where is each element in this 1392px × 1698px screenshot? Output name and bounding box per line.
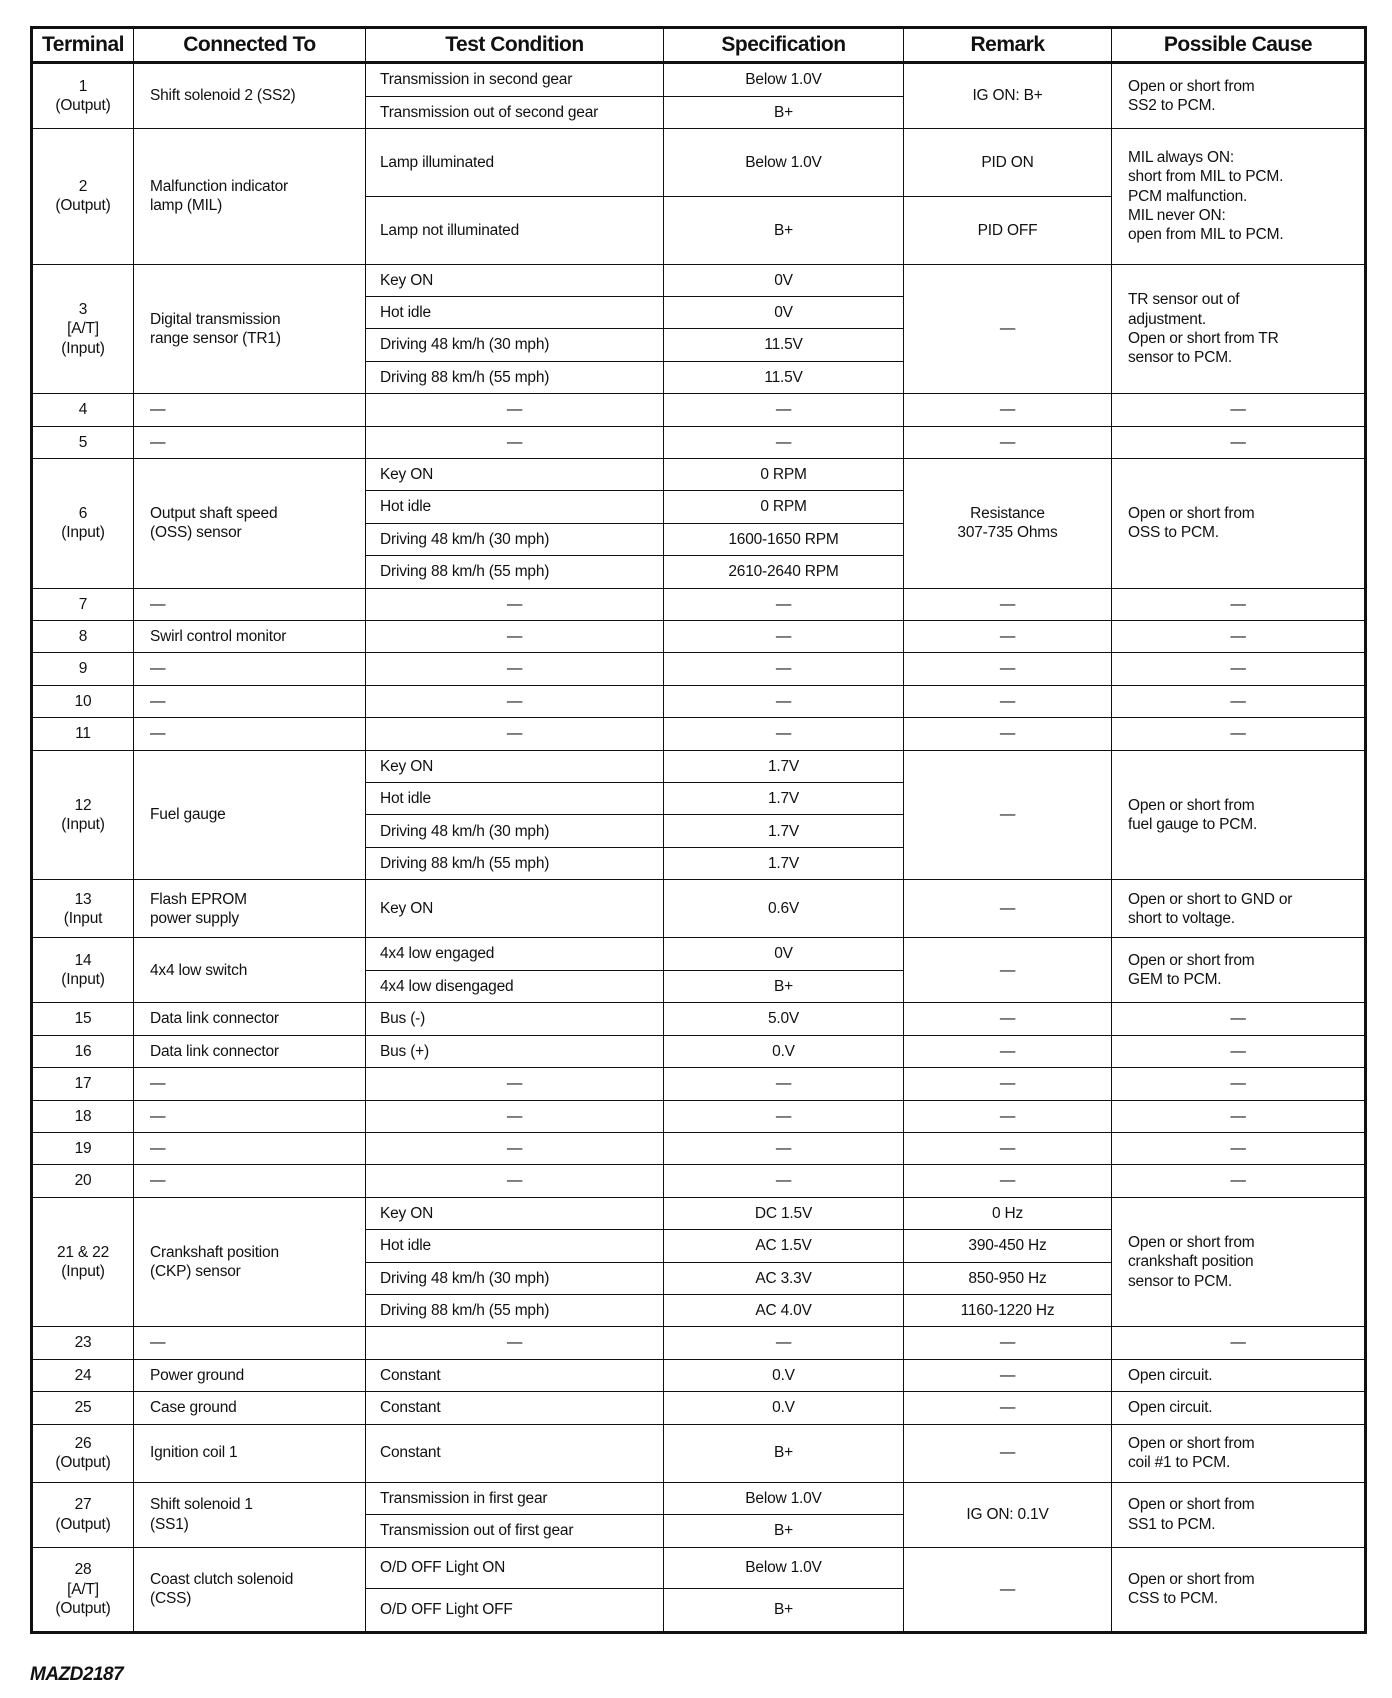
specification-cell: —: [664, 1165, 904, 1197]
specification-cell: Below 1.0V: [664, 129, 904, 197]
table-row: [32, 1132, 1366, 1164]
terminal-cell: 21 & 22 (Input): [32, 1197, 134, 1327]
connected-to-cell: —: [134, 588, 366, 620]
specification-cell: —: [664, 685, 904, 717]
terminal-cell: 11: [32, 718, 134, 750]
terminal-cell: 15: [32, 1003, 134, 1035]
specification-cell: 0V: [664, 296, 904, 328]
test-condition-cell: Key ON: [366, 750, 664, 782]
possible-cause-cell: —: [1112, 685, 1366, 717]
connected-to-cell: 4x4 low switch: [134, 938, 366, 1003]
specification-cell: 0.V: [664, 1359, 904, 1391]
specification-cell: 1.7V: [664, 750, 904, 782]
remark-cell: —: [904, 1424, 1112, 1482]
terminal-cell: 28 [A/T] (Output): [32, 1547, 134, 1632]
table-row: [32, 685, 1366, 717]
table-row: [32, 1003, 1366, 1035]
test-condition-cell: Driving 88 km/h (55 mph): [366, 1294, 664, 1326]
possible-cause-cell: —: [1112, 718, 1366, 750]
possible-cause-cell: Open or short from crankshaft position sensor to PCM.: [1112, 1197, 1366, 1327]
table-row: [32, 750, 1366, 782]
test-condition-cell: Transmission in first gear: [366, 1482, 664, 1514]
table-row: [32, 63, 1366, 97]
table-row: [32, 1068, 1366, 1100]
terminal-cell: 20: [32, 1165, 134, 1197]
specification-cell: —: [664, 1132, 904, 1164]
test-condition-cell: Hot idle: [366, 491, 664, 523]
specification-cell: Below 1.0V: [664, 63, 904, 97]
test-condition-cell: Bus (-): [366, 1003, 664, 1035]
test-condition-cell: —: [366, 685, 664, 717]
possible-cause-cell: Open or short from GEM to PCM.: [1112, 938, 1366, 1003]
table-row: [32, 1327, 1366, 1359]
possible-cause-cell: —: [1112, 1035, 1366, 1067]
connected-to-cell: —: [134, 1068, 366, 1100]
specification-cell: 11.5V: [664, 361, 904, 393]
possible-cause-cell: TR sensor out of adjustment. Open or short from TR sensor to PCM.: [1112, 264, 1366, 394]
specification-cell: 2610-2640 RPM: [664, 556, 904, 588]
table-row: [32, 1547, 1366, 1589]
header-row: [32, 28, 1366, 63]
connected-to-cell: Case ground: [134, 1392, 366, 1424]
terminal-cell: 17: [32, 1068, 134, 1100]
connected-to-cell: —: [134, 1100, 366, 1132]
connected-to-cell: Shift solenoid 1 (SS1): [134, 1482, 366, 1547]
remark-cell: —: [904, 264, 1112, 394]
test-condition-cell: Key ON: [366, 880, 664, 938]
connected-to-cell: Flash EPROM power supply: [134, 880, 366, 938]
specification-cell: —: [664, 621, 904, 653]
test-condition-cell: Driving 88 km/h (55 mph): [366, 847, 664, 879]
remark-cell: PID OFF: [904, 196, 1112, 264]
specification-cell: B+: [664, 970, 904, 1002]
connected-to-cell: Data link connector: [134, 1003, 366, 1035]
terminal-cell: 5: [32, 426, 134, 458]
test-condition-cell: —: [366, 1068, 664, 1100]
table-row: [32, 621, 1366, 653]
specification-cell: 1.7V: [664, 815, 904, 847]
possible-cause-cell: Open or short from fuel gauge to PCM.: [1112, 750, 1366, 880]
connected-to-cell: —: [134, 394, 366, 426]
table-row: [32, 129, 1366, 197]
test-condition-cell: —: [366, 1100, 664, 1132]
test-condition-cell: 4x4 low disengaged: [366, 970, 664, 1002]
specification-cell: Below 1.0V: [664, 1482, 904, 1514]
specification-cell: —: [664, 588, 904, 620]
specification-cell: Below 1.0V: [664, 1547, 904, 1589]
possible-cause-cell: —: [1112, 1132, 1366, 1164]
connected-to-cell: Digital transmission range sensor (TR1): [134, 264, 366, 394]
specification-cell: 0 RPM: [664, 459, 904, 491]
table-row: [32, 1035, 1366, 1067]
test-condition-cell: —: [366, 1327, 664, 1359]
test-condition-cell: Transmission out of first gear: [366, 1515, 664, 1547]
specification-cell: 0 RPM: [664, 491, 904, 523]
header-remark: Remark: [904, 28, 1112, 63]
specification-cell: AC 3.3V: [664, 1262, 904, 1294]
possible-cause-cell: —: [1112, 588, 1366, 620]
terminal-cell: 26 (Output): [32, 1424, 134, 1482]
remark-cell: —: [904, 653, 1112, 685]
possible-cause-cell: —: [1112, 1068, 1366, 1100]
figure-id: MAZD2187: [30, 1664, 124, 1685]
table-row: [32, 1100, 1366, 1132]
remark-cell: Resistance 307-735 Ohms: [904, 459, 1112, 589]
test-condition-cell: Lamp not illuminated: [366, 196, 664, 264]
remark-cell: —: [904, 718, 1112, 750]
header-connected-to: Connected To: [134, 28, 366, 63]
terminal-cell: 6 (Input): [32, 459, 134, 589]
possible-cause-cell: Open or short from CSS to PCM.: [1112, 1547, 1366, 1632]
specification-cell: 0V: [664, 264, 904, 296]
specification-cell: 0V: [664, 938, 904, 970]
remark-cell: —: [904, 880, 1112, 938]
terminal-cell: 19: [32, 1132, 134, 1164]
connected-to-cell: —: [134, 1165, 366, 1197]
specification-cell: 0.V: [664, 1035, 904, 1067]
specification-cell: —: [664, 1327, 904, 1359]
specification-cell: 11.5V: [664, 329, 904, 361]
specification-cell: B+: [664, 96, 904, 128]
header-test-condition: Test Condition: [366, 28, 664, 63]
table-body: [32, 63, 1366, 1633]
table-row: [32, 1165, 1366, 1197]
specification-cell: —: [664, 426, 904, 458]
terminal-cell: 27 (Output): [32, 1482, 134, 1547]
table-row: [32, 1482, 1366, 1514]
connected-to-cell: —: [134, 718, 366, 750]
test-condition-cell: Hot idle: [366, 1230, 664, 1262]
specification-cell: —: [664, 1068, 904, 1100]
possible-cause-cell: MIL always ON: short from MIL to PCM. PCM malfunction. MIL never ON: open from MIL to PCM.: [1112, 129, 1366, 264]
test-condition-cell: Hot idle: [366, 783, 664, 815]
terminal-cell: 16: [32, 1035, 134, 1067]
possible-cause-cell: —: [1112, 426, 1366, 458]
table-row: [32, 588, 1366, 620]
specification-cell: AC 4.0V: [664, 1294, 904, 1326]
connected-to-cell: —: [134, 426, 366, 458]
remark-cell: —: [904, 394, 1112, 426]
possible-cause-cell: —: [1112, 1327, 1366, 1359]
table-row: [32, 264, 1366, 296]
possible-cause-cell: Open or short to GND or short to voltage.: [1112, 880, 1366, 938]
test-condition-cell: Driving 88 km/h (55 mph): [366, 556, 664, 588]
table-row: [32, 718, 1366, 750]
test-condition-cell: —: [366, 426, 664, 458]
terminal-cell: 10: [32, 685, 134, 717]
table-row: [32, 459, 1366, 491]
terminal-cell: 25: [32, 1392, 134, 1424]
test-condition-cell: O/D OFF Light ON: [366, 1547, 664, 1589]
remark-cell: 850-950 Hz: [904, 1262, 1112, 1294]
remark-cell: —: [904, 685, 1112, 717]
possible-cause-cell: —: [1112, 1003, 1366, 1035]
remark-cell: —: [904, 1165, 1112, 1197]
connected-to-cell: Output shaft speed (OSS) sensor: [134, 459, 366, 589]
test-condition-cell: Constant: [366, 1392, 664, 1424]
remark-cell: —: [904, 588, 1112, 620]
specification-cell: DC 1.5V: [664, 1197, 904, 1229]
specification-cell: 1.7V: [664, 783, 904, 815]
remark-cell: —: [904, 1359, 1112, 1391]
terminal-cell: 1 (Output): [32, 63, 134, 129]
test-condition-cell: O/D OFF Light OFF: [366, 1589, 664, 1633]
connected-to-cell: Coast clutch solenoid (CSS): [134, 1547, 366, 1632]
possible-cause-cell: —: [1112, 1165, 1366, 1197]
test-condition-cell: Transmission in second gear: [366, 63, 664, 97]
remark-cell: —: [904, 1068, 1112, 1100]
terminal-cell: 7: [32, 588, 134, 620]
possible-cause-cell: —: [1112, 394, 1366, 426]
remark-cell: IG ON: B+: [904, 63, 1112, 129]
possible-cause-cell: Open or short from OSS to PCM.: [1112, 459, 1366, 589]
terminal-cell: 24: [32, 1359, 134, 1391]
specification-cell: 1600-1650 RPM: [664, 523, 904, 555]
terminal-cell: 8: [32, 621, 134, 653]
terminal-cell: 2 (Output): [32, 129, 134, 264]
specification-cell: 5.0V: [664, 1003, 904, 1035]
connected-to-cell: Malfunction indicator lamp (MIL): [134, 129, 366, 264]
terminal-cell: 3 [A/T] (Input): [32, 264, 134, 394]
test-condition-cell: Driving 48 km/h (30 mph): [366, 815, 664, 847]
terminal-cell: 9: [32, 653, 134, 685]
possible-cause-cell: Open or short from SS1 to PCM.: [1112, 1482, 1366, 1547]
connected-to-cell: —: [134, 1132, 366, 1164]
test-condition-cell: Constant: [366, 1424, 664, 1482]
connected-to-cell: Shift solenoid 2 (SS2): [134, 63, 366, 129]
test-condition-cell: —: [366, 394, 664, 426]
remark-cell: —: [904, 938, 1112, 1003]
remark-cell: —: [904, 1100, 1112, 1132]
connected-to-cell: Data link connector: [134, 1035, 366, 1067]
header-terminal: Terminal: [32, 28, 134, 63]
test-condition-cell: Hot idle: [366, 296, 664, 328]
test-condition-cell: Key ON: [366, 264, 664, 296]
table-row: [32, 426, 1366, 458]
remark-cell: 0 Hz: [904, 1197, 1112, 1229]
remark-cell: —: [904, 621, 1112, 653]
specification-cell: —: [664, 718, 904, 750]
test-condition-cell: Driving 88 km/h (55 mph): [366, 361, 664, 393]
remark-cell: 1160-1220 Hz: [904, 1294, 1112, 1326]
test-condition-cell: Lamp illuminated: [366, 129, 664, 197]
possible-cause-cell: —: [1112, 1100, 1366, 1132]
remark-cell: —: [904, 1392, 1112, 1424]
possible-cause-cell: —: [1112, 653, 1366, 685]
remark-cell: —: [904, 750, 1112, 880]
test-condition-cell: —: [366, 718, 664, 750]
possible-cause-cell: Open circuit.: [1112, 1359, 1366, 1391]
specification-cell: —: [664, 653, 904, 685]
header-specification: Specification: [664, 28, 904, 63]
table-row: [32, 1424, 1366, 1482]
test-condition-cell: —: [366, 1132, 664, 1164]
specification-cell: —: [664, 1100, 904, 1132]
test-condition-cell: Bus (+): [366, 1035, 664, 1067]
terminal-cell: 4: [32, 394, 134, 426]
possible-cause-cell: Open circuit.: [1112, 1392, 1366, 1424]
terminal-cell: 12 (Input): [32, 750, 134, 880]
table-row: [32, 653, 1366, 685]
test-condition-cell: —: [366, 1165, 664, 1197]
remark-cell: —: [904, 1132, 1112, 1164]
table-row: [32, 1359, 1366, 1391]
specification-cell: B+: [664, 1424, 904, 1482]
table-row: [32, 938, 1366, 970]
specification-cell: B+: [664, 196, 904, 264]
table-row: [32, 1197, 1366, 1229]
remark-cell: —: [904, 426, 1112, 458]
test-condition-cell: Key ON: [366, 459, 664, 491]
connected-to-cell: —: [134, 685, 366, 717]
test-condition-cell: Driving 48 km/h (30 mph): [366, 1262, 664, 1294]
terminal-cell: 13 (Input: [32, 880, 134, 938]
remark-cell: 390-450 Hz: [904, 1230, 1112, 1262]
connected-to-cell: Fuel gauge: [134, 750, 366, 880]
remark-cell: —: [904, 1035, 1112, 1067]
table-row: [32, 1392, 1366, 1424]
connected-to-cell: Swirl control monitor: [134, 621, 366, 653]
pcm-terminal-table: [30, 26, 1367, 1634]
specification-cell: 1.7V: [664, 847, 904, 879]
specification-cell: B+: [664, 1589, 904, 1633]
remark-cell: PID ON: [904, 129, 1112, 197]
test-condition-cell: —: [366, 653, 664, 685]
specification-cell: 0.6V: [664, 880, 904, 938]
test-condition-cell: —: [366, 588, 664, 620]
possible-cause-cell: Open or short from coil #1 to PCM.: [1112, 1424, 1366, 1482]
remark-cell: —: [904, 1003, 1112, 1035]
specification-cell: 0.V: [664, 1392, 904, 1424]
specification-cell: —: [664, 394, 904, 426]
connected-to-cell: Ignition coil 1: [134, 1424, 366, 1482]
table-row: [32, 394, 1366, 426]
terminal-cell: 23: [32, 1327, 134, 1359]
possible-cause-cell: Open or short from SS2 to PCM.: [1112, 63, 1366, 129]
remark-cell: IG ON: 0.1V: [904, 1482, 1112, 1547]
possible-cause-cell: —: [1112, 621, 1366, 653]
test-condition-cell: Driving 48 km/h (30 mph): [366, 523, 664, 555]
remark-cell: —: [904, 1547, 1112, 1632]
remark-cell: —: [904, 1327, 1112, 1359]
test-condition-cell: Driving 48 km/h (30 mph): [366, 329, 664, 361]
connected-to-cell: —: [134, 1327, 366, 1359]
terminal-cell: 18: [32, 1100, 134, 1132]
specification-cell: B+: [664, 1515, 904, 1547]
test-condition-cell: Constant: [366, 1359, 664, 1391]
header-possible-cause: Possible Cause: [1112, 28, 1366, 63]
test-condition-cell: 4x4 low engaged: [366, 938, 664, 970]
test-condition-cell: Key ON: [366, 1197, 664, 1229]
terminal-cell: 14 (Input): [32, 938, 134, 1003]
specification-cell: AC 1.5V: [664, 1230, 904, 1262]
connected-to-cell: Crankshaft position (CKP) sensor: [134, 1197, 366, 1327]
table-row: [32, 880, 1366, 938]
test-condition-cell: —: [366, 621, 664, 653]
connected-to-cell: —: [134, 653, 366, 685]
test-condition-cell: Transmission out of second gear: [366, 96, 664, 128]
connected-to-cell: Power ground: [134, 1359, 366, 1391]
